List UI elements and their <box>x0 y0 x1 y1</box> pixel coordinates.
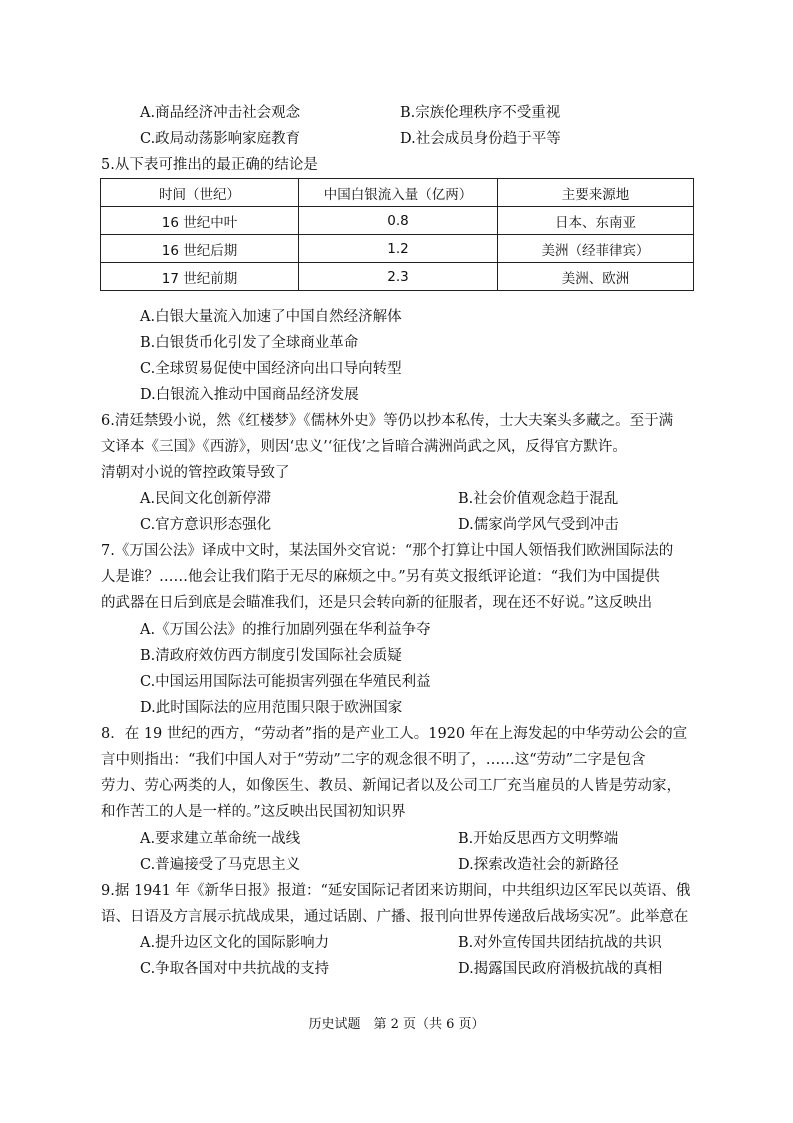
q8-option-a: A.要求建立革命统一战线 <box>140 831 301 847</box>
silver-inflow-table <box>100 178 694 291</box>
q7-option-d: D.此时国际法的应用范围只限于欧洲国家 <box>140 700 403 716</box>
table-cell: 美洲、欧洲 <box>498 263 694 291</box>
q9-option-a: A.提升边区文化的国际影响力 <box>140 935 330 951</box>
q5-option-c: C.全球贸易促使中国经济向出口导向转型 <box>140 361 402 377</box>
q6-option-d: D.儒家尚学风气受到冲击 <box>458 517 619 533</box>
table-cell: 2.3 <box>299 263 498 291</box>
q5-stem: 5.从下表可推出的最正确的结论是 <box>101 157 318 173</box>
q7-stem-line: 的武器在日后到底是会瞄准我们，还是只会转向新的征服者，现在还不好说。”这反映出 <box>101 595 653 611</box>
q8-option-c: C.普遍接受了马克思主义 <box>140 857 301 873</box>
q9-stem-line: 语、日语及方言展示抗战成果，通过话剧、广播、报刊向世界传递敌后战场实况”。此举意在 <box>101 909 689 925</box>
table-header-cell: 时间（世纪） <box>101 179 299 207</box>
table-cell: 美洲（经菲律宾） <box>498 235 694 263</box>
q9-stem-line: 9.据 1941 年《新华日报》报道：“延安国际记者团来访期间，中共组织边区军民以英语、俄 <box>101 883 691 899</box>
q8-stem-line: 8．在 19 世纪的西方，“劳动者”指的是产业工人。1920 年在上海发起的中华劳动公会的宣 <box>101 726 688 742</box>
q6-option-b: B.社会价值观念趋于混乱 <box>458 491 619 507</box>
table-cell: 日本、东南亚 <box>498 207 694 235</box>
q7-stem-line: 人是谁？……他会让我们陷于无尽的麻烦之中。”另有英文报纸评论道：“我们为中国提供 <box>101 569 660 585</box>
q9-option-c: C.争取各国对中共抗战的支持 <box>140 961 330 977</box>
q5-option-b: B.白银货币化引发了全球商业革命 <box>140 335 359 351</box>
page-footer: 历史试题 第 2 页（共 6 页） <box>308 1017 485 1032</box>
q7-option-a: A.《万国公法》的推行加剧列强在华利益争夺 <box>140 622 431 638</box>
q9-option-d: D.揭露国民政府消极抗战的真相 <box>458 961 663 977</box>
q4-option-d: D.社会成员身份趋于平等 <box>400 131 561 147</box>
table-cell: 0.8 <box>299 207 498 235</box>
q5-option-a: A.白银大量流入加速了中国自然经济解体 <box>140 309 402 325</box>
q8-option-b: B.开始反思西方文明弊端 <box>458 831 619 847</box>
q8-stem-line: 和作苦工的人是一样的。”这反映出民国初知识界 <box>101 804 406 820</box>
q6-stem-line: 6.清廷禁毁小说，然《红楼梦》《儒林外史》等仍以抄本私传，士大夫案头多藏之。至于满 <box>101 413 674 429</box>
q4-option-b: B.宗族伦理秩序不受重视 <box>400 105 561 121</box>
table-header-row <box>101 179 694 207</box>
table-cell: 17 世纪前期 <box>101 263 299 291</box>
table-row <box>101 207 694 235</box>
q6-stem-line: 清朝对小说的管控政策导致了 <box>101 465 290 481</box>
table-cell: 16 世纪后期 <box>101 235 299 263</box>
q7-option-b: B.清政府效仿西方制度引发国际社会质疑 <box>140 648 402 664</box>
q9-option-b: B.对外宣传国共团结抗战的共识 <box>458 935 662 951</box>
q8-stem-line: 言中则指出：“我们中国人对于“劳动”二字的观念很不明了，……这“劳动”二字是包含 <box>101 752 646 768</box>
table-header-cell: 主要来源地 <box>498 179 694 207</box>
table-row <box>101 263 694 291</box>
q7-option-c: C.中国运用国际法可能损害列强在华殖民利益 <box>140 674 431 690</box>
q6-stem-line: 文译本《三国》《西游》，则因‘忠义’‘征伐’之旨暗合满洲尚武之风，反得官方默许。 <box>101 439 627 455</box>
q8-stem-line: 劳力、劳心两类的人，如像医生、教员、新闻记者以及公司工厂充当雇员的人皆是劳动家， <box>101 778 681 794</box>
q7-stem-line: 7.《万国公法》译成中文时，某法国外交官说：“那个打算让中国人领悟我们欧洲国际法的 <box>101 543 674 559</box>
table-cell: 1.2 <box>299 235 498 263</box>
q4-option-a: A.商品经济冲击社会观念 <box>140 105 301 121</box>
q6-option-a: A.民间文化创新停滞 <box>140 491 272 507</box>
q5-option-d: D.白银流入推动中国商品经济发展 <box>140 387 359 403</box>
table-cell: 16 世纪中叶 <box>101 207 299 235</box>
table-row <box>101 235 694 263</box>
q8-option-d: D.探索改造社会的新路径 <box>458 857 619 873</box>
q6-option-c: C.官方意识形态强化 <box>140 517 272 533</box>
table-header-cell: 中国白银流入量（亿两） <box>299 179 498 207</box>
q4-option-c: C.政局动荡影响家庭教育 <box>140 131 301 147</box>
